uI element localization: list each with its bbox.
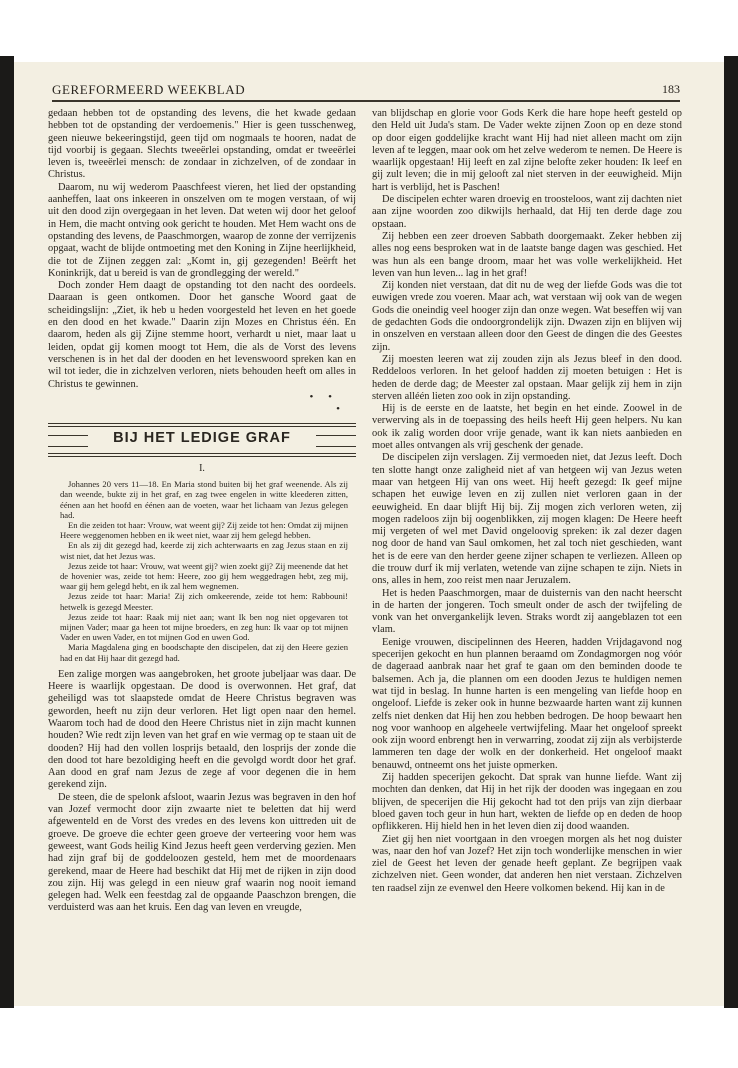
quote-paragraph: En die zeiden tot haar: Vrouw, wat weent gij? Zij zeide tot hen: Omdat zij mijnen Heere weggenomen hebben en ik weet niet, waar zij hem gelegd hebben. [60, 519, 348, 541]
header-rule [52, 100, 680, 102]
end-ornament: • [336, 402, 346, 415]
running-head [52, 80, 680, 100]
journal-title: GEREFORMEERD WEEKBLAD [52, 82, 246, 97]
quote-paragraph: Jezus zeide tot haar: Raak mij niet aan; want Ik ben nog niet opgevaren tot mijnen Vader; maar ga heen tot mijne broeders, en zeg hun: Ik vaar op tot mijnen Vader en uwen Vader, en tot mijnen God en uwen God. [60, 611, 348, 643]
newspaper-page [14, 62, 724, 1006]
right-column [372, 108, 682, 895]
scan-border-top [0, 0, 738, 56]
paragraph: Daarom, nu wij wederom Paaschfeest vieren, het lied der opstanding aanheffen, laat ons inkeeren in onszelven om te mogen verstaan, of wij uit den dood zijn overgegaan in het leven. Dat weten wij door het geloof in Hem, die macht ontving ook gericht te houden. Met Hem wacht ons de opstanding des levens, de Paaschmorgen, waarop de zonne der verrijzenis opgaat, wacht de blijde ontmoeting met den Koning in Zijne heerlijkheid, die tot de Zijnen zeggen zal: „Komt in, gij gezegenden! Beërft het Koninkrijk, dat u bereid is van de grondlegging der wereld." [48, 181, 356, 279]
end-ornament: • • [309, 390, 338, 403]
quote-paragraph: Jezus zeide tot haar: Maria! Zij zich omkeerende, zeide tot hem: Rabbouni! hetwelk is gezegd Meester. [60, 591, 348, 612]
page-number: 183 [662, 82, 680, 96]
divider [48, 456, 356, 457]
quote-paragraph: Johannes 20 vers 11—18. En Maria stond buiten bij het graf weenende. Als zij dan weende, bukte zij in het graf, en zag twee engelen in witte kleederen zitten, éénen aan het hoofd en éénen aan de voeten, waar het lichaam van Jezus gelegen had. [60, 479, 348, 520]
heading-ornament-right [316, 435, 356, 447]
paragraph: Ziet gij hen niet voortgaan in den vroegen morgen als het nog duister was, naar den hof van Jozef? Het zijn toch wonderlijke menschen in wier ziel de Geest het leven der genade heeft geplant. Ze begrijpen vaak zichzelven niet. Geen wonder, dat anderen hen niet verstaan. Zichzelven ten raadsel zijn ze evenwel den Heere volkomen bekend. Hij kan in de [372, 833, 682, 894]
scan-border-left [0, 56, 14, 1008]
paragraph: De discipelen zijn verslagen. Zij vermoeden niet, dat Jezus leeft. Doch ten slotte hangt onze zaligheid niet af van hetgeen wij van Jezus weten maar van hetgeen Hij van ons weet. Hij heeft gezegd: Ik geef mijne schapen het euwige leven en zij zullen niet verloren gaan in der eeuwigheid. En daar blijft Hij bij. Zij mogen zich verloren weten, zij mogen radeloos zijn bij oogenblikken, zij mogen klagen: De Heere heeft mij vergeten of wel met David ongeloovig spreken: ik zal dezer dagen nog door de hand van Saul omkomen, het zal toch niet geschieden, want het is de eere van den herder geene zijner schapen te verliezen. Alleen op die trouw durf ik mij verlaten, wetende van zijne schapen te zijn. Niets in ons, alles in hem, zoo reist men naar Jeruzalem. [372, 452, 682, 587]
divider [48, 453, 356, 454]
part-number: I. [199, 462, 205, 474]
paragraph: Eenige vrouwen, discipelinnen des Heeren, hadden Vrijdagavond nog specerijen gekocht en hun plannen beraamd om Zondagmorgen nog vóór de dageraad aanbrak naar het graf te gaan om den beminden doode te balsemen. Ach ja, die plannen om een dooden Jezus te huldigen nemen wat tijd in beslag. In hunne harten is een mengeling van liefde hoop en ongeloof. Liefde is zeker ook in hunne bezwaarde harten want zij kunnen zelfs niet denken dat Hij hen zou hebben bedrogen. De hoop bewaart hen nog voor wanhoop en algeheele vertwijfeling. Maar het ongeloof spreekt ook zijn woord enbrengt hen in verwarring, zoodat zij zijn als verbijsterde lammeren ten dage der wolk en der donkerheid. Het ongeloof maakt benauwd, ontneemt ons het juiste opmerken. [372, 636, 682, 771]
paragraph: Hij is de eerste en de laatste, het begin en het einde. Zoowel in de verwerving als in de toepassing des heils heeft Hij geen helpers. Nu kan ook ik zalig worden door vrije genade, want ik kan niets aanbieden en moet alles ontvangen als vrij geschenk der genade. [372, 403, 682, 452]
heading-ornament-left [48, 435, 88, 447]
quote-paragraph: Maria Magdalena ging en boodschapte den discipelen, dat zij den Heere gezien had en dat Hij haar dit gezegd had. [60, 642, 348, 663]
paragraph: Het is heden Paaschmorgen, maar de duisternis van den nacht heerscht in de harten der jongeren. Toch smeult onder de asch der twijfeling de vonk van het onvergankelijk leven. Straks wordt zij aangeblazen tot een vlam. [372, 587, 682, 636]
scan-border-right [724, 56, 738, 1008]
section-heading-frame [48, 423, 356, 457]
section-title: BIJ HET LEDIGE GRAF [113, 429, 291, 446]
paragraph: Zij hadden specerijen gekocht. Dat sprak van hunne liefde. Want zij mochten dan denken, dat Hij in het rijk der dooden was ingegaan en zou blijven, de specerijen die Hij gekocht had tot den prijs van zijn dierbaar bloed gaven toch geur in hun hart, wekten de liefde op en deden de hoop opflikkeren. Hij hield hen in het leven dien zij dood waanden. [372, 772, 682, 833]
paragraph: Zij moesten leeren wat zij zouden zijn als Jezus bleef in den dood. Reddeloos verloren. In het geloof hadden zij moeten betuigen : Het is heden de derde dag; de Meester zal opstaan. Maar gelijk zij hem in zijn sterven alléén lieten zoo ook in zijn opstanding. [372, 353, 682, 402]
paragraph: Een zalige morgen was aangebroken, het groote jubeljaar was daar. De Heere is waarlijk opgestaan. De dood is overwonnen. Het graf, dat geheiligd was tot slaapstede omdat de Heere Christus begraven was geworden, heeft nu zijn deur verloren. Het ligt open naar den hemel. Waarom toch had de dood den Heere Christus niet in zijn macht kunnen houden? Wie redt zijn leven van het graf en wie vermag op te staan uit de dooden? Hij had den vollen losprijs betaald, den losprijs der zonde die den dood tot hare bezoldiging heeft en die gevolgd wordt door het graf. Aan dood en graf nam Jezus de zege af voor degenen die in hem gerekend zijn. [48, 668, 356, 791]
left-column [48, 108, 356, 915]
scripture-quote [60, 479, 348, 663]
divider [48, 426, 356, 427]
paragraph: van blijdschap en glorie voor Gods Kerk die hare hope heeft gesteld op den Held uit Juda's stam. De Vader wekte zijnen Zoon op en deze stond op door eigen goddelijke kracht want Hij had niet alleen macht om zijn leven af te leggen, maar ook om het zelve wederom te nemen. De Heere is waarlijk opgestaan! Hij leeft en zal zijne belofte zeker houden: Ik leef en gij zult leven; die in mij gelooft zal niet sterven in der eeuwigheid. Mijn hart is verblijd, het is Paschen! [372, 108, 682, 193]
paragraph: Doch zonder Hem daagt de opstanding tot den nacht des oordeels. Daaraan is geen ontkomen. Door het gansche Woord gaat de scheidingslijn: „Ziet, ik heb u heden voorgesteld het leven en het goede en den dood en het kwade." Daarin zijn Mozes en Christus één. En daarom, heden als gij Zijne stemme hoort, verhardt u niet, maar laat u leiden, opdat gij komen moogt tot Hem, die als de Vorst des levens verschenen is in het dal der dooden en het levenswoord spreken kan en wil tot ieder, die in zichzelven verloren, niets behouden heeft om alles in Christus te gewinnen. [48, 280, 356, 390]
paragraph: gedaan hebben tot de opstanding des levens, die het kwade gedaan hebben tot de opstanding der verdoemenis." Hier is geen tusschenweg, geen nieuwe bekeeringstijd, geen tijd om nogmaals te hooren, nadat de tijd voorbij is gegaan. Slechts tweeërlei opstanding, omdat er tweeërlei leven is, tweeërlei mensch: de zondaar in zichzelven, of de zondaar in Christus. [48, 108, 356, 181]
paragraph: Zij konden niet verstaan, dat dit nu de weg der liefde Gods was die tot euwigen vrede zou voeren. Maar ach, wat verstaan wij ook van de wegen Gods die oneindig veel hooger zijn dan onze wegen. Wat beseffen wij van de gedachten Gods die ondoorgrondelijk zijn. Dwazen zijn en blijven wij in onszelven en verstaan alleen door den Geest de dingen die des Geestes zijn. [372, 280, 682, 353]
scan-border-bottom [0, 1008, 738, 1068]
quote-paragraph: En als zij dit gezegd had, keerde zij zich achterwaarts en zag Jezus staan en zij wist niet, dat het Jezus was. [60, 540, 348, 561]
quote-paragraph: Jezus zeide tot haar: Vrouw, wat weent gij? wien zoekt gij? Zij meenende dat het de hovenier was, zeide tot hem: Heere, zoo gij hem weggedragen hebt, zeg mij, waar gij hem gelegd hebt, en ik zal hem wegnemen. [60, 560, 348, 592]
paragraph: De discipelen echter waren droevig en troosteloos, want zij dachten niet aan zijne woorden zoo dikwijls herhaald, dat Hij ten derde dage zou opstaan. [372, 194, 682, 230]
paragraph: De steen, die de spelonk afsloot, waarin Jezus was begraven in den hof van Jozef vermocht door zijn zwaarte niet te beletten dat hij werd afgewenteld en de Vorst des vredes en des levens kon uittreden uit de groeve. De groeve die echter geen groeve der verteering voor hem was geweest, want Gods heilig Kind Jezus heeft geen verderving gezien. Men had zijn graf bij de goddeloozen gesteld, hem met de moordenaars gerekend, maar de Heere had beschikt dat Hij met de rijken in zijn dood zou zijn. Hij was gelegd in een nieuw graf waarin nog nooit iemand gelegen had. Welk een feestdag zal de opgaande Paaschzon brengen, die verduisterd was aan het kruis. Een dag van leven en vreugde, [48, 791, 356, 914]
paragraph: Zij hebben een zeer droeven Sabbath doorgemaakt. Zeker hebben zij alles nog eens besproken wat in de laatste bange dagen was geschied. Het was hun als een bange droom, maar het was volle werkelijkheid. Het leven van hun leven... lag in het graf! [372, 230, 682, 279]
divider [48, 423, 356, 424]
